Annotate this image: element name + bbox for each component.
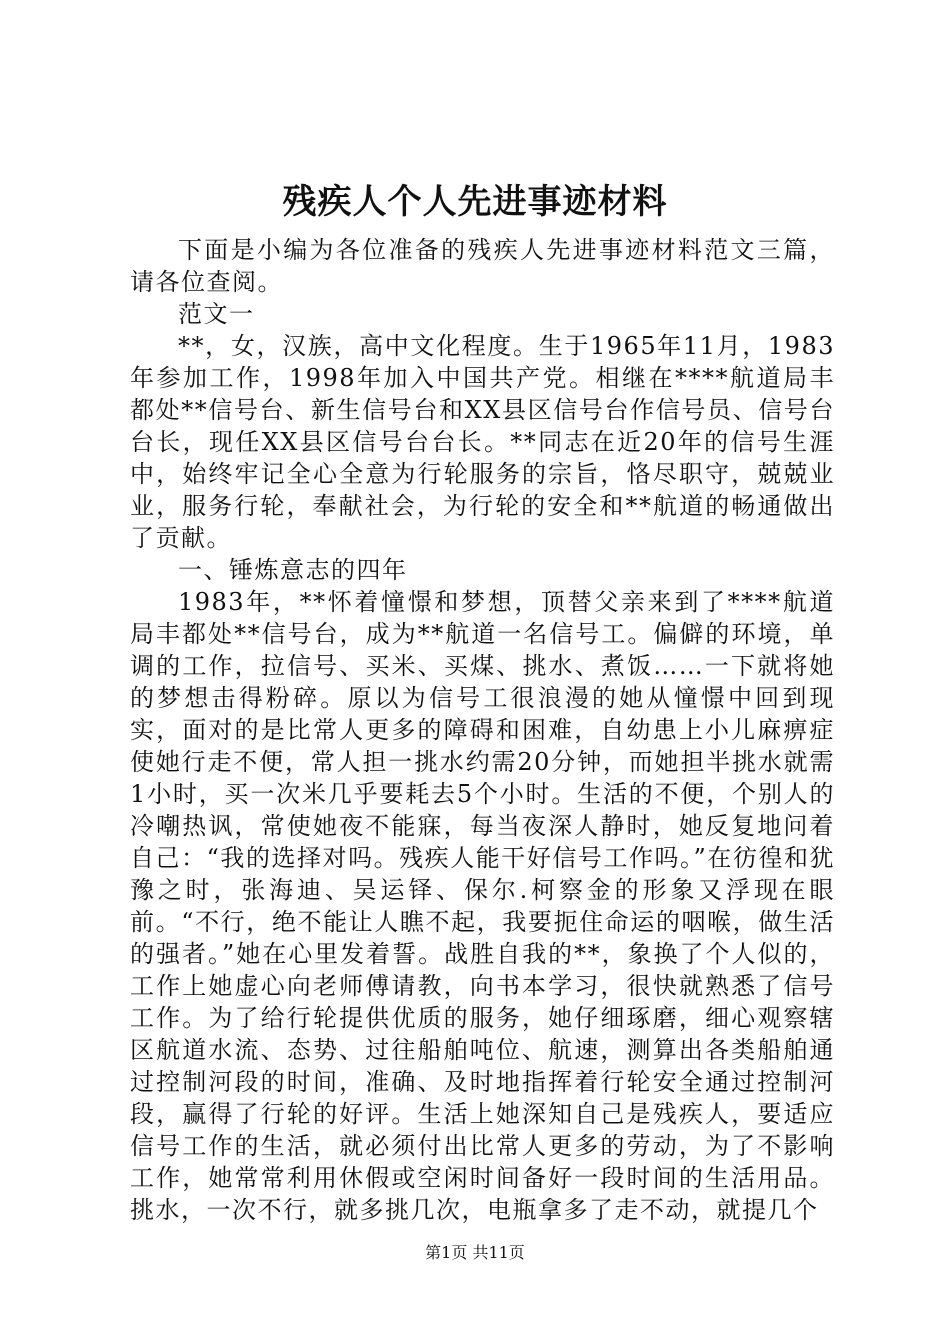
profile-paragraph: **，女，汉族，高中文化程度。生于1965年11月，1983年参加工作，1998年加入中国共产党。相继在****航道局丰都处**信号台、新生信号台和XX县区信号台作信号员、信号台台长，现任XX县区信号台台长。**同志在近20年的信号生涯中，始终牢记全心全意为行轮服务的宗旨，恪尽职守，兢兢业业，服务行轮，奉献社会，为行轮的安全和**航道的畅通做出了贡献。 — [130, 332, 835, 552]
story-paragraph: 1983年，**怀着憧憬和梦想，顶替父亲来到了****航道局丰都处**信号台，成为**航道一名信号工。偏僻的环境，单调的工作，拉信号、买米、买煤、挑水、煮饭……一下就将她的梦想击得粉碎。原以为信号工很浪漫的她从憧憬中回到现实，面对的是比常人更多的障碍和困难，自幼患上小儿麻痹症使她行走不便，常人担一挑水约需20分钟，而她担半挑水就需1小时，买一次米几乎要耗去5个小时。生活的不便，个别人的冷嘲热讽，常使她夜不能寐，每当夜深人静时，她反复地问着自己：“我的选择对吗。残疾人能干好信号工作吗。”在彷徨和犹豫之时，张海迪、吴运铎、保尔.柯察金的形象又浮现在眼前。“不行，绝不能让人瞧不起，我要扼住命运的咽喉，做生活的强者。”她在心里发着誓。战胜自我的**，象换了个人似的，工作上她虚心向老师傅请教，向书本学习，很快就熟悉了信号工作。为了给行轮提供优质的服务，她仔细琢磨，细心观察辖区航道水流、态势、过往船舶吨位、航速，测算出各类船舶通过控制河段的时间，准确、及时地指挥着行轮安全通过控制河段，赢得了行轮的好评。生活上她深知自己是残疾人，要适应信号工作的生活，就必须付出比常人更多的劳动，为了不影响工作，她常常利用休假或空闲时间备好一段时间的生活用品。挑水，一次不行，就多挑几次，电瓶拿多了走不动，就提几个 — [130, 588, 835, 1224]
intro-paragraph: 下面是小编为各位准备的残疾人先进事迹材料范文三篇，请各位查阅。 — [130, 236, 835, 296]
document-body — [130, 234, 835, 1226]
document-title: 残疾人个人先进事迹材料 — [282, 182, 668, 222]
subsection-heading: 一、锤炼意志的四年 — [178, 556, 408, 584]
section-label: 范文一 — [178, 300, 255, 328]
page-footer: 第1页 共11页 — [425, 1243, 525, 1262]
